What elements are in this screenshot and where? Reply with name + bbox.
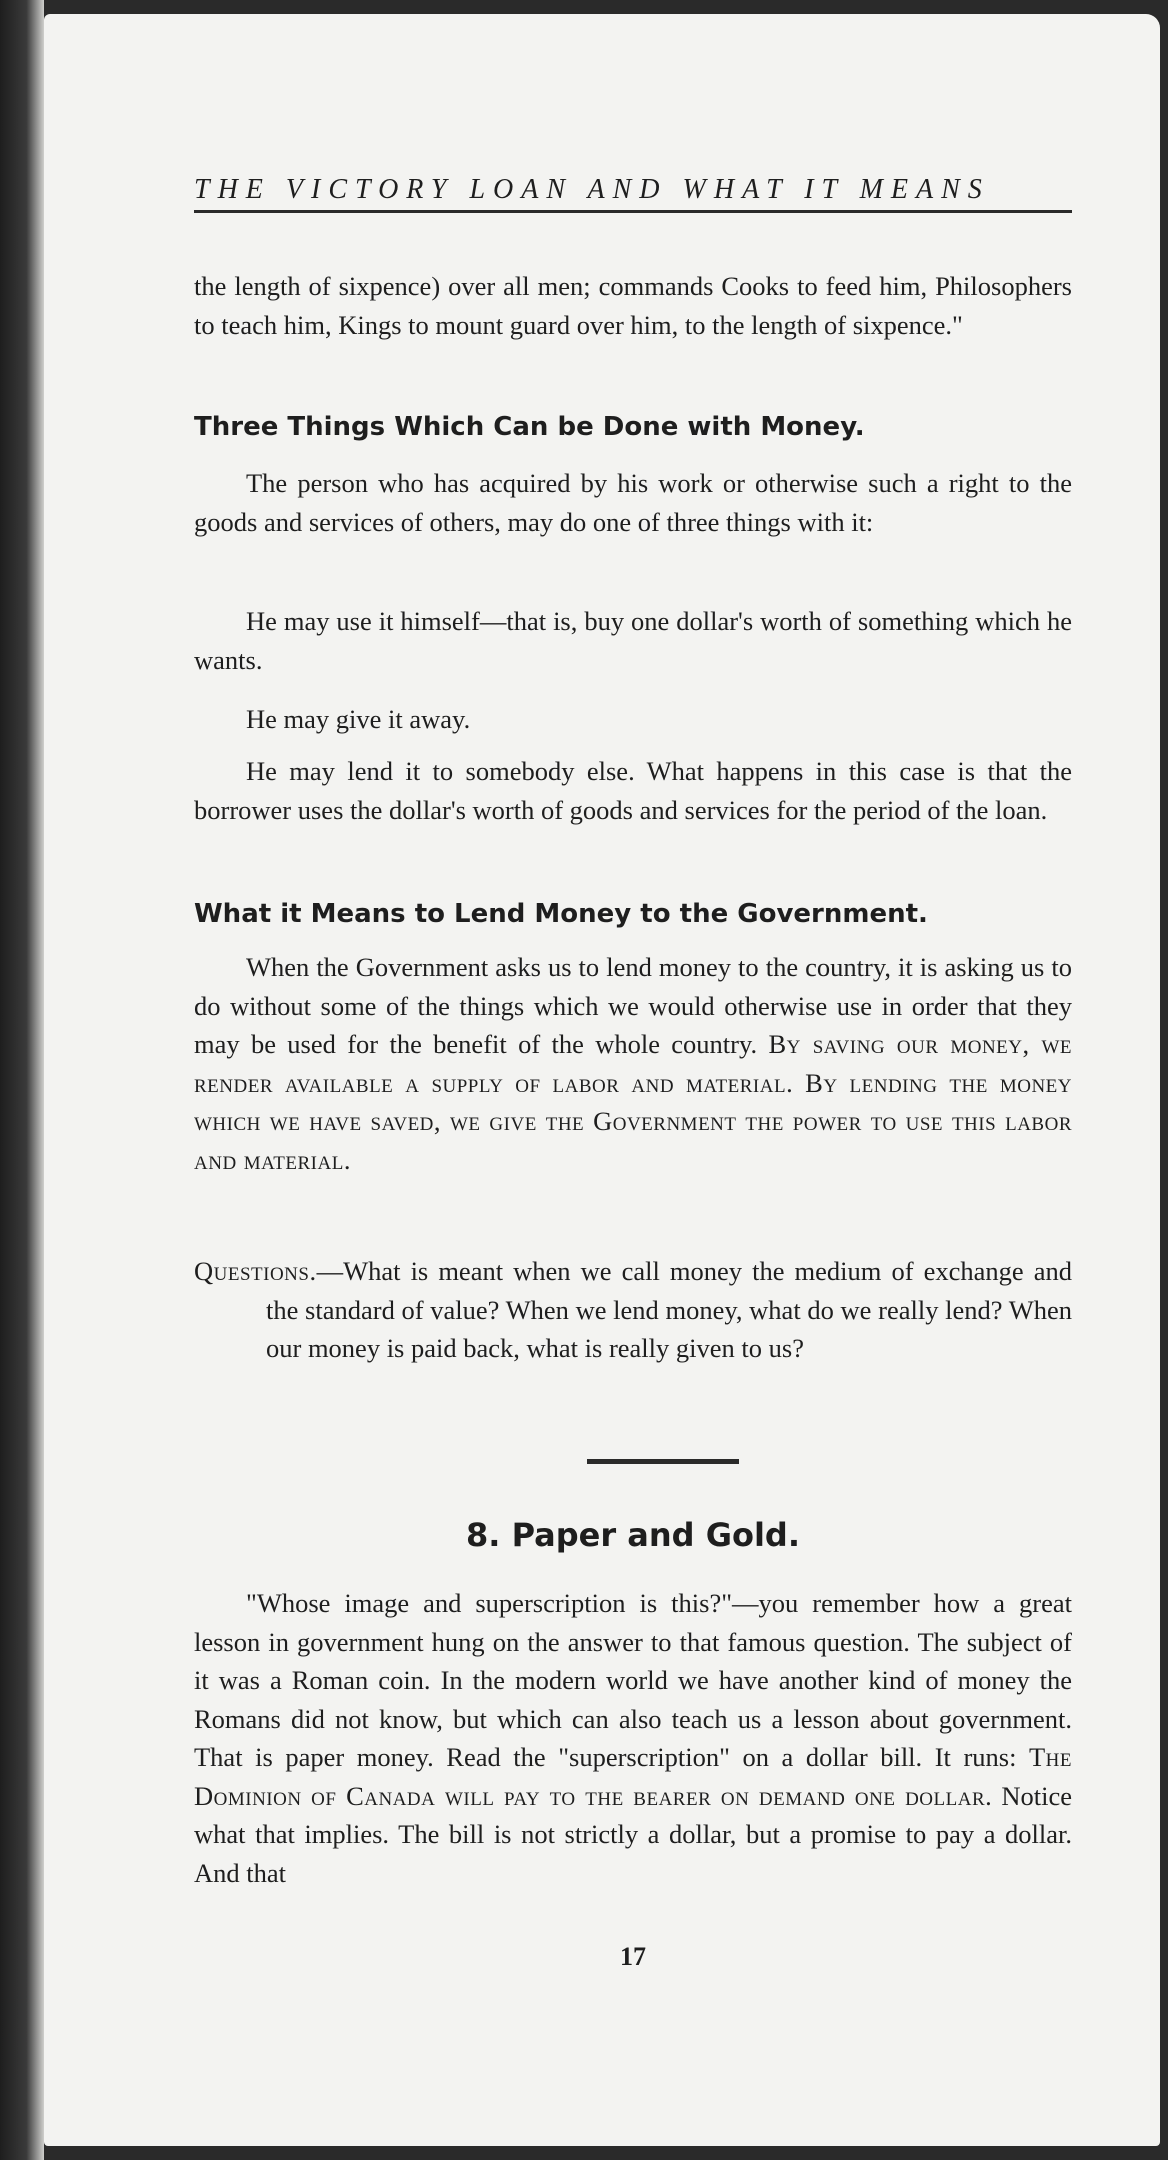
chapter-paragraph	[194, 1584, 1072, 1892]
paragraph: He may use it himself—that is, buy one dollar's worth of something which he wants.	[194, 606, 1072, 675]
paragraph-text-after: Notice what that implies. The bill is not strictly a dollar, but a promise to pay a dollar. And that	[194, 1780, 1072, 1888]
book-page	[44, 14, 1160, 2146]
paragraph-text: When the Government asks us to lend money to the country, it is asking us to do without some of the things which we would otherwise use in order that they may be used for the benefit of the whole country.	[194, 952, 1072, 1059]
section-heading-three-things: Three Things Which Can be Done with Money.	[194, 412, 865, 442]
small-caps-text: The Dominion of Canada will pay to the bearer on demand one dollar.	[194, 1742, 1072, 1811]
chapter-title: 8. Paper and Gold.	[466, 1516, 800, 1554]
continuation-paragraph: the length of sixpence) over all men; commands Cooks to feed him, Philosophers to teach him, Kings to mount guard over him, to the length of sixpence."	[194, 271, 1072, 340]
paragraph-text: "Whose image and superscription is this?"—you remember how a great lesson in government hung on the answer to that famous question. The subject of it was a Roman coin. In the modern world we have another kind of money the Romans did not know, but which can also teach us a lesson about government. That is paper money. Read the "superscription" on a dollar bill. It runs:	[194, 1588, 1072, 1772]
paragraph: The person who has acquired by his work or otherwise such a right to the goods and services of others, may do one of three things with it:	[194, 468, 1072, 537]
paragraph: He may give it away.	[246, 704, 471, 734]
section-divider	[587, 1459, 739, 1464]
paragraph-lend-money	[194, 948, 1072, 1179]
questions-text: —What is meant when we call money the medium of exchange and the standard of value? When we lend money, what do we really lend? When our money is paid back, what is really given to us?	[266, 1256, 1072, 1363]
page-number: 17	[620, 1942, 646, 1971]
book-binding-edge	[0, 0, 44, 2160]
running-head: THE VICTORY LOAN AND WHAT IT MEANS	[194, 174, 1072, 213]
section-heading-lend-money: What it Means to Lend Money to the Government.	[194, 899, 928, 929]
questions-label: Questions.	[194, 1256, 317, 1286]
paragraph: He may lend it to somebody else. What happens in this case is that the borrower uses the dollar's worth of goods and services for the period of the loan.	[194, 756, 1072, 825]
questions-block	[194, 1252, 1072, 1368]
small-caps-text: By saving our money, we render available a supply of labor and material. By lending the money which we have saved, we give the Government the power to use this labor and material.	[194, 1029, 1072, 1175]
